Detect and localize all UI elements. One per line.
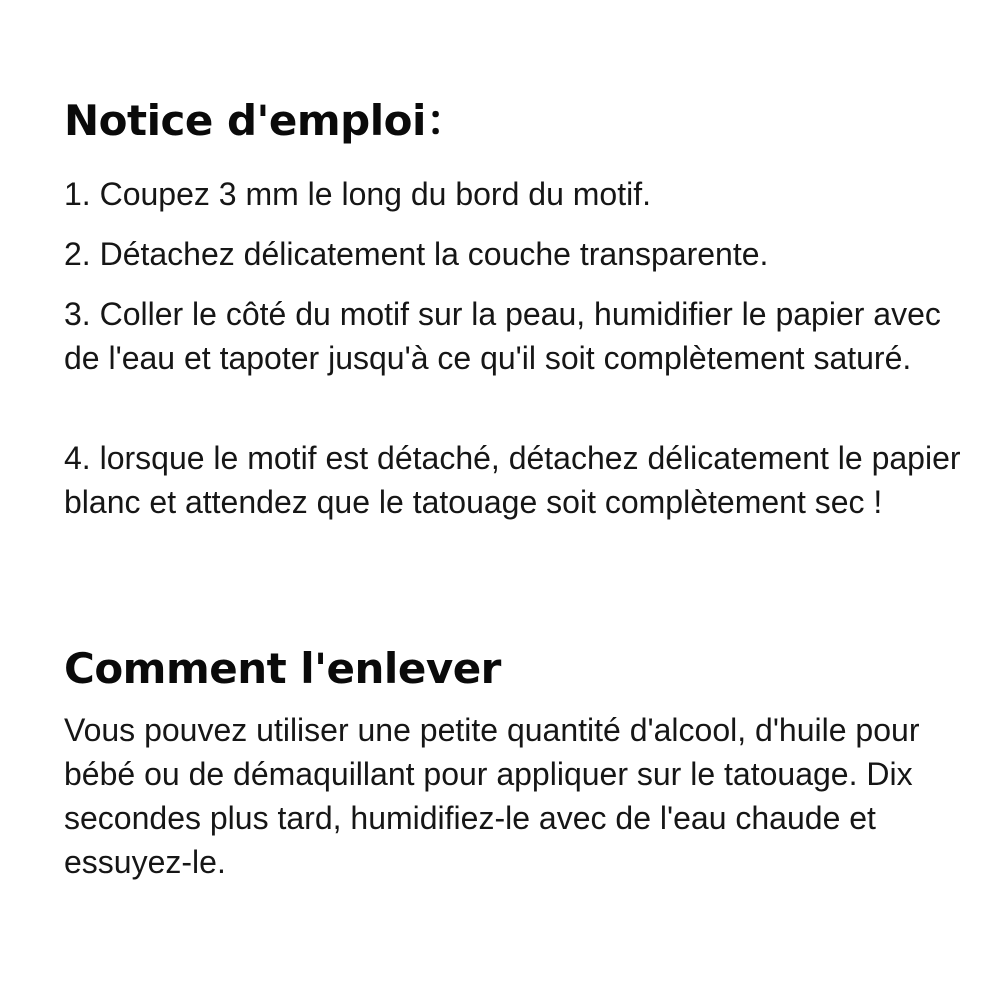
instructions-heading: Notice d'emploi： bbox=[64, 96, 468, 145]
instruction-step-4: 4. lorsque le motif est détaché, détachez délicatement le papier blanc et attendez que le tatouage soit complètement sec ! bbox=[64, 440, 961, 520]
instruction-step-2: 2. Détachez délicatement la couche transparente. bbox=[64, 236, 769, 272]
removal-heading: Comment l'enlever bbox=[64, 644, 501, 693]
removal-paragraph: Vous pouvez utiliser une petite quantité d'alcool, d'huile pour bébé ou de démaquillant pour appliquer sur le tatouage. Dix secondes plus tard, humidifiez-le avec de l'eau chaude et essuyez-le. bbox=[64, 712, 920, 880]
instruction-step-1: 1. Coupez 3 mm le long du bord du motif. bbox=[64, 176, 651, 212]
instruction-step-3: 3. Coller le côté du motif sur la peau, humidifier le papier avec de l'eau et tapoter jusqu'à ce qu'il soit complètement saturé. bbox=[64, 296, 941, 376]
